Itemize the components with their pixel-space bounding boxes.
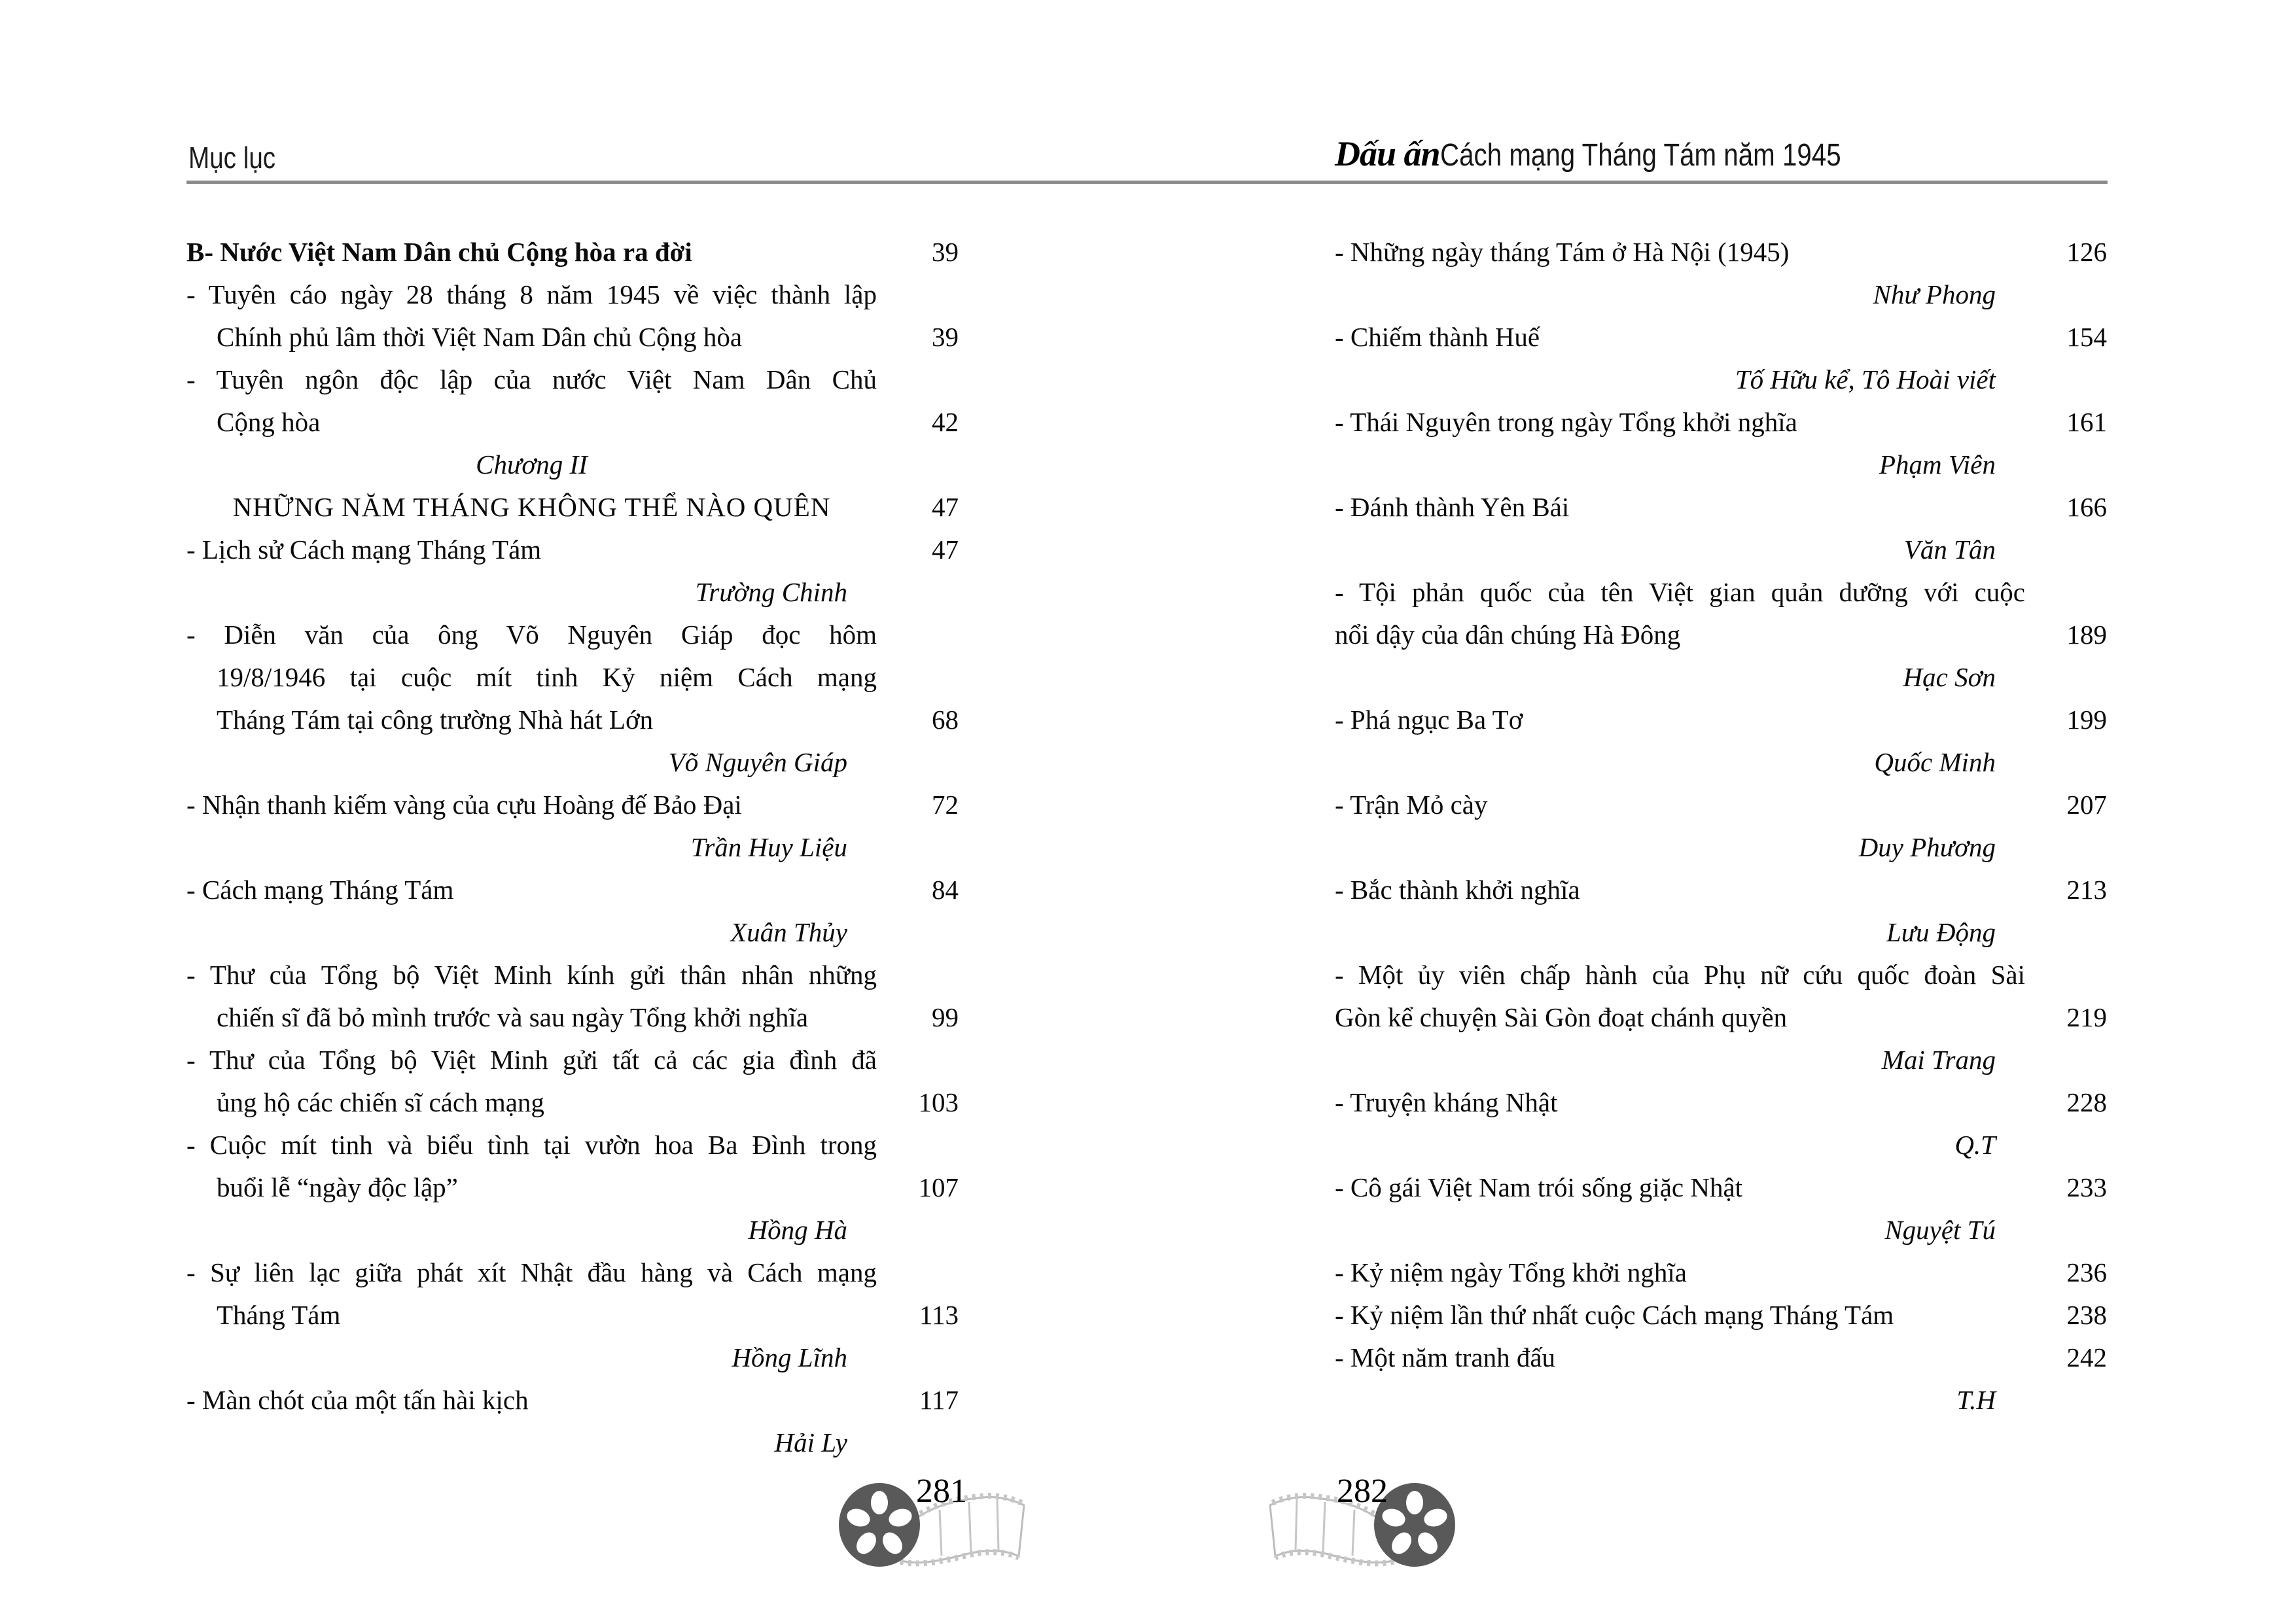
toc-entry-text: - Nhận thanh kiếm vàng của cựu Hoàng đế Bảo Đại: [186, 790, 742, 820]
toc-entry-text: - Truyện kháng Nhật: [1335, 1087, 1558, 1117]
toc-author-name: Trường Chinh: [695, 577, 847, 607]
toc-page-number: 233: [2066, 1172, 2107, 1202]
toc-entry-row: [186, 486, 959, 529]
toc-entry-text: 19/8/1946 tại cuộc mít tinh Kỷ niệm Cách mạng: [217, 662, 877, 692]
toc-entry-row: [1335, 614, 2107, 656]
toc-page-number: 84: [932, 875, 959, 905]
toc-page-number: 47: [932, 534, 959, 565]
page-number-right: 282: [1337, 1473, 1388, 1510]
toc-entry-text: Cộng hòa: [217, 407, 321, 437]
toc-page-number: [877, 358, 959, 401]
toc-author-name: Như Phong: [1873, 279, 1996, 309]
toc-entry-text: - Lịch sử Cách mạng Tháng Tám: [186, 534, 542, 565]
toc-entry-text: - Kỷ niệm lần thứ nhất cuộc Cách mạng Tháng Tám: [1335, 1300, 1894, 1330]
toc-entry-text: NHỮNG NĂM THÁNG KHÔNG THỂ NÀO QUÊN: [232, 492, 831, 522]
toc-page-number: 219: [2066, 1002, 2107, 1032]
toc-entry-text: - Phá ngục Ba Tơ: [1335, 705, 1523, 735]
toc-author-name: Q.T: [1954, 1130, 1996, 1160]
toc-author-name: Võ Nguyên Giáp: [668, 747, 847, 777]
toc-page-number: 242: [2066, 1342, 2107, 1372]
toc-page-number: 103: [918, 1087, 959, 1117]
toc-page-number: [877, 1336, 959, 1379]
toc-entry-text: ủng hộ các chiến sĩ cách mạng: [217, 1087, 544, 1117]
toc-entry-text: - Chiếm thành Huế: [1335, 322, 1540, 352]
toc-author-name: Hồng Lĩnh: [732, 1342, 847, 1372]
toc-page-number: 189: [2066, 620, 2107, 650]
toc-entry-text: Chính phủ lâm thời Việt Nam Dân chủ Cộng hòa: [217, 322, 743, 352]
page-footer-left: [828, 1469, 1044, 1584]
toc-page-number: [877, 741, 959, 784]
book-title-emphasis: Dấu ấn: [1335, 134, 1440, 173]
toc-entry-text: - Kỷ niệm ngày Tổng khởi nghĩa: [1335, 1257, 1687, 1287]
toc-entry-row: [1335, 1166, 2107, 1209]
toc-entry-text: nổi dậy của dân chúng Hà Đông: [1335, 620, 1681, 650]
toc-author-row: [186, 1209, 959, 1251]
toc-entry-row: [186, 231, 959, 273]
toc-page-number: [2025, 273, 2107, 316]
toc-page-number: 39: [932, 237, 959, 267]
toc-author-row: [186, 741, 959, 784]
toc-page-number: 207: [2066, 790, 2107, 820]
toc-page-number: 228: [2066, 1087, 2107, 1117]
toc-entry-row: [1335, 231, 2107, 273]
toc-entry-row: [1335, 869, 2107, 911]
toc-author-row: [1335, 1379, 2107, 1422]
toc-entry-row: [186, 699, 959, 741]
toc-entry-text: Tháng Tám: [217, 1300, 341, 1330]
toc-entry-row: [1335, 954, 2107, 996]
toc-author-row: [1335, 529, 2107, 571]
toc-author-name: Tố Hữu kể, Tô Hoài viết: [1735, 364, 1996, 394]
toc-entry-text: - Cô gái Việt Nam trói sống giặc Nhật: [1335, 1172, 1743, 1202]
toc-page-number: [2025, 1039, 2107, 1081]
toc-page-number: 154: [2066, 322, 2107, 352]
toc-entry-row: [1335, 996, 2107, 1039]
page-header-left: [188, 140, 292, 175]
page-number-left: 281: [916, 1473, 967, 1510]
toc-entry-text: Gòn kể chuyện Sài Gòn đoạt chánh quyền: [1335, 1002, 1788, 1032]
toc-entry-text: - Tuyên ngôn độc lập của nước Việt Nam Dân Chủ: [186, 364, 877, 394]
book-title-rest: Cách mạng Tháng Tám năm 1945: [1439, 138, 1841, 173]
toc-author-row: [186, 826, 959, 869]
toc-entry-row: [186, 996, 959, 1039]
toc-page-number: 47: [932, 492, 959, 522]
toc-author-name: Nguyệt Tú: [1884, 1215, 1996, 1245]
toc-author-row: [186, 571, 959, 614]
toc-author-name: Hồng Hà: [748, 1215, 847, 1245]
toc-page-number: [877, 614, 959, 656]
toc-entry-text: Chương II: [476, 449, 588, 480]
toc-page-number: 199: [2066, 705, 2107, 735]
toc-entry-row: [1335, 401, 2107, 444]
toc-right-column: [1335, 231, 2107, 1422]
toc-entry-row: [186, 1379, 959, 1422]
toc-page-number: [2025, 911, 2107, 954]
toc-page-number: 126: [2066, 237, 2107, 267]
toc-author-row: [1335, 741, 2107, 784]
toc-entry-text: - Cuộc mít tinh và biểu tình tại vườn hoa Ba Đình trong: [186, 1130, 877, 1160]
page-header-right: [1335, 133, 1917, 174]
toc-page-number: 161: [2066, 407, 2107, 437]
toc-entry-row: [186, 1166, 959, 1209]
toc-page-number: 99: [932, 1002, 959, 1032]
toc-page-number: 107: [918, 1172, 959, 1202]
toc-entry-text: - Cách mạng Tháng Tám: [186, 875, 454, 905]
toc-page-number: [877, 571, 959, 614]
toc-entry-text: - Một năm tranh đấu: [1335, 1342, 1556, 1372]
toc-author-name: Xuân Thủy: [730, 917, 847, 947]
toc-entry-row: [1335, 1294, 2107, 1336]
toc-page-number: 238: [2066, 1300, 2107, 1330]
toc-author-name: Hải Ly: [774, 1427, 847, 1457]
toc-author-row: [186, 911, 959, 954]
toc-author-row: [1335, 911, 2107, 954]
toc-entry-row: [186, 1251, 959, 1294]
toc-author-name: T.H: [1956, 1385, 1996, 1415]
toc-author-name: Hạc Sơn: [1903, 662, 1996, 692]
toc-entry-row: [1335, 571, 2107, 614]
toc-entry-text: - Tội phản quốc của tên Việt gian quản dưỡng với cuộc: [1335, 577, 2025, 607]
toc-author-name: Văn Tân: [1903, 534, 1996, 565]
toc-entry-row: [186, 869, 959, 911]
toc-page-number: [877, 656, 959, 699]
toc-entry-text: B- Nước Việt Nam Dân chủ Cộng hòa ra đời: [186, 237, 692, 267]
toc-page-number: [877, 273, 959, 316]
toc-page-number: 113: [919, 1300, 959, 1330]
toc-page-number: [2025, 1209, 2107, 1251]
toc-author-name: Lưu Động: [1886, 917, 1996, 947]
toc-author-name: Duy Phương: [1858, 832, 1996, 862]
toc-page-number: [2025, 826, 2107, 869]
toc-entry-text: - Trận Mỏ cày: [1335, 790, 1488, 820]
toc-entry-text: chiến sĩ đã bỏ mình trước và sau ngày Tổng khởi nghĩa: [217, 1002, 809, 1032]
toc-entry-text: - Tuyên cáo ngày 28 tháng 8 năm 1945 về việc thành lập: [186, 279, 877, 309]
toc-entry-text: - Một ủy viên chấp hành của Phụ nữ cứu quốc đoàn Sài: [1335, 960, 2025, 990]
toc-entry-text: Tháng Tám tại công trường Nhà hát Lớn: [217, 705, 654, 735]
toc-entry-row: [186, 316, 959, 358]
toc-page-number: 68: [932, 705, 959, 735]
toc-entry-text: buổi lễ “ngày độc lập”: [217, 1172, 458, 1202]
toc-page-number: [2025, 741, 2107, 784]
toc-entry-row: [186, 1294, 959, 1336]
toc-page-number: 42: [932, 407, 959, 437]
toc-entry-row: [1335, 316, 2107, 358]
toc-page-number: [2025, 1379, 2107, 1422]
toc-page-number: 213: [2066, 875, 2107, 905]
toc-entry-row: [1335, 1251, 2107, 1294]
toc-entry-row: [186, 1124, 959, 1166]
toc-entry-text: - Sự liên lạc giữa phát xít Nhật đầu hàng và Cách mạng: [186, 1257, 877, 1287]
toc-entry-row: [186, 529, 959, 571]
toc-page-number: [877, 1209, 959, 1251]
toc-entry-row: [186, 444, 959, 486]
toc-author-row: [186, 1422, 959, 1464]
toc-page-number: [2025, 1124, 2107, 1166]
toc-page-number: [877, 1422, 959, 1464]
toc-page-number: 39: [932, 322, 959, 352]
toc-page-number: [877, 1251, 959, 1294]
toc-page-number: 236: [2066, 1257, 2107, 1287]
toc-entry-text: - Đánh thành Yên Bái: [1335, 492, 1570, 522]
toc-entry-text: - Màn chót của một tấn hài kịch: [186, 1385, 529, 1415]
toc-entry-row: [1335, 699, 2107, 741]
toc-page-number: [877, 954, 959, 996]
toc-page-number: [2025, 444, 2107, 486]
toc-page-number: [877, 826, 959, 869]
toc-entry-row: [186, 656, 959, 699]
toc-entry-row: [186, 273, 959, 316]
toc-author-row: [1335, 358, 2107, 401]
toc-page-number: [877, 444, 959, 486]
toc-author-row: [1335, 1209, 2107, 1251]
toc-entry-text: - Thư của Tổng bộ Việt Minh kính gửi thân nhân những: [186, 960, 877, 990]
toc-page-number: 166: [2066, 492, 2107, 522]
toc-page-number: [2025, 954, 2107, 996]
toc-page-number: [877, 1039, 959, 1081]
toc-author-row: [1335, 1124, 2107, 1166]
toc-entry-text: - Thư của Tổng bộ Việt Minh gửi tất cả các gia đình đã: [186, 1045, 877, 1075]
toc-page-number: [2025, 656, 2107, 699]
toc-entry-row: [186, 614, 959, 656]
toc-left-column: [186, 231, 959, 1464]
toc-entry-text: - Diễn văn của ông Võ Nguyên Giáp đọc hôm: [186, 620, 877, 650]
toc-heading: Mục lục: [188, 141, 276, 175]
toc-author-row: [1335, 826, 2107, 869]
toc-entry-row: [186, 401, 959, 444]
toc-author-row: [1335, 656, 2107, 699]
toc-author-name: Mai Trang: [1881, 1045, 1996, 1075]
toc-entry-row: [1335, 1081, 2107, 1124]
toc-entry-row: [1335, 1336, 2107, 1379]
toc-entry-row: [186, 784, 959, 826]
header-rule: [186, 181, 2108, 184]
toc-entry-row: [186, 358, 959, 401]
toc-entry-text: - Thái Nguyên trong ngày Tổng khởi nghĩa: [1335, 407, 1797, 437]
toc-page-number: [2025, 571, 2107, 614]
page-footer-right: [1250, 1469, 1466, 1584]
toc-author-row: [1335, 1039, 2107, 1081]
toc-author-name: Quốc Minh: [1874, 747, 1996, 777]
toc-author-row: [186, 1336, 959, 1379]
toc-author-row: [1335, 273, 2107, 316]
toc-page-number: [877, 911, 959, 954]
toc-entry-row: [186, 1081, 959, 1124]
toc-entry-text: - Bắc thành khởi nghĩa: [1335, 875, 1580, 905]
toc-entry-text: - Những ngày tháng Tám ở Hà Nội (1945): [1335, 237, 1790, 267]
toc-entry-row: [1335, 486, 2107, 529]
toc-entry-row: [1335, 784, 2107, 826]
toc-page-number: 72: [932, 790, 959, 820]
toc-entry-row: [186, 954, 959, 996]
toc-author-name: Phạm Viên: [1879, 449, 1996, 480]
toc-author-name: Trần Huy Liệu: [690, 832, 847, 862]
toc-page-number: [2025, 529, 2107, 571]
toc-entry-row: [186, 1039, 959, 1081]
toc-page-number: 117: [919, 1385, 959, 1415]
toc-author-row: [1335, 444, 2107, 486]
toc-page-number: [2025, 358, 2107, 401]
toc-page-number: [877, 1124, 959, 1166]
